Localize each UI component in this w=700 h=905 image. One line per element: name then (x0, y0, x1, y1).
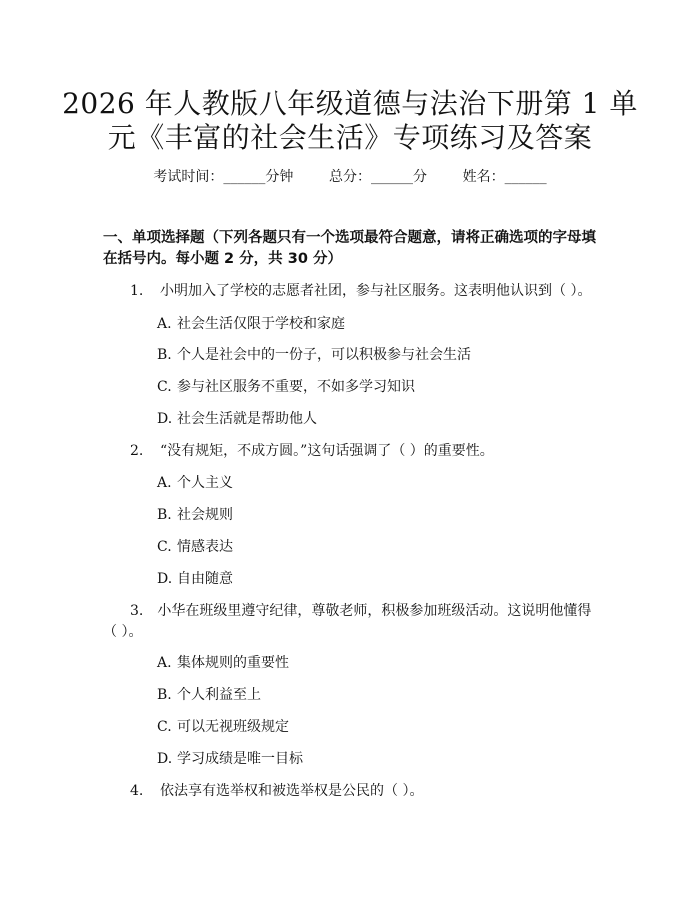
option-text: 个人利益至上 (177, 687, 261, 703)
document-title-line-1: 2026 年人教版八年级道德与法治下册第 1 单 (62, 87, 638, 120)
question-text: “没有规矩，不成方圆。”这句话强调了（ ）的重要性。 (160, 443, 494, 459)
option-b (157, 345, 471, 365)
option-a (157, 653, 289, 673)
option-letter: B. (157, 687, 172, 703)
option-a (157, 314, 345, 334)
option-text: 可以无视班级规定 (177, 719, 289, 735)
question-number: 1. (130, 283, 144, 299)
question-text: 小明加入了学校的志愿者社团，参与社区服务。这表明他认识到（ ）。 (160, 283, 592, 299)
total-score-label: 总分：______分 (329, 169, 427, 185)
option-letter: C. (157, 719, 172, 735)
document-title-line-2: 元《丰富的社会生活》专项练习及答案 (107, 121, 593, 154)
option-d (157, 749, 303, 769)
option-text: 自由随意 (177, 571, 233, 587)
exam-time-label: 考试时间：______分钟 (153, 169, 294, 185)
option-letter: B. (157, 347, 172, 363)
option-letter: C. (157, 379, 172, 395)
option-letter: D. (157, 571, 173, 587)
option-a (157, 473, 233, 493)
question-number: 2. (130, 443, 144, 459)
question-text: 依法享有选举权和被选举权是公民的（ ）。 (160, 783, 424, 799)
option-text: 参与社区服务不重要，不如多学习知识 (177, 379, 415, 395)
section-heading: 一、单项选择题（下列各题只有一个选项最符合题意，请将正确选项的字母填在括号内。每小题 2 分，共 30 分） (103, 230, 596, 267)
option-letter: A. (157, 475, 172, 491)
option-b (157, 685, 261, 705)
option-c (157, 377, 415, 397)
option-text: 社会生活仅限于学校和家庭 (177, 316, 345, 332)
option-d (157, 569, 233, 589)
option-letter: A. (157, 316, 172, 332)
option-letter: C. (157, 539, 172, 555)
question-number: 3. (130, 603, 144, 619)
option-text: 社会生活就是帮助他人 (177, 411, 317, 427)
option-d (157, 409, 317, 429)
option-c (157, 717, 289, 737)
student-name-label: 姓名：______ (462, 169, 547, 185)
option-b (157, 505, 233, 525)
option-letter: B. (157, 507, 172, 523)
question-number: 4. (130, 783, 144, 799)
option-text: 情感表达 (177, 539, 233, 555)
option-letter: D. (157, 751, 173, 767)
option-text: 个人主义 (177, 475, 233, 491)
option-text: 集体规则的重要性 (177, 655, 289, 671)
option-c (157, 537, 233, 557)
option-letter: D. (157, 411, 173, 427)
question-block (103, 601, 603, 643)
exam-info-row (0, 167, 700, 187)
option-letter: A. (157, 655, 172, 671)
question-text: 小华在班级里遵守纪律，尊敬老师，积极参加班级活动。这说明他懂得（ ）。 (103, 603, 592, 640)
option-text: 学习成绩是唯一目标 (177, 751, 303, 767)
option-text: 个人是社会中的一份子，可以积极参与社会生活 (177, 347, 471, 363)
option-text: 社会规则 (177, 507, 233, 523)
